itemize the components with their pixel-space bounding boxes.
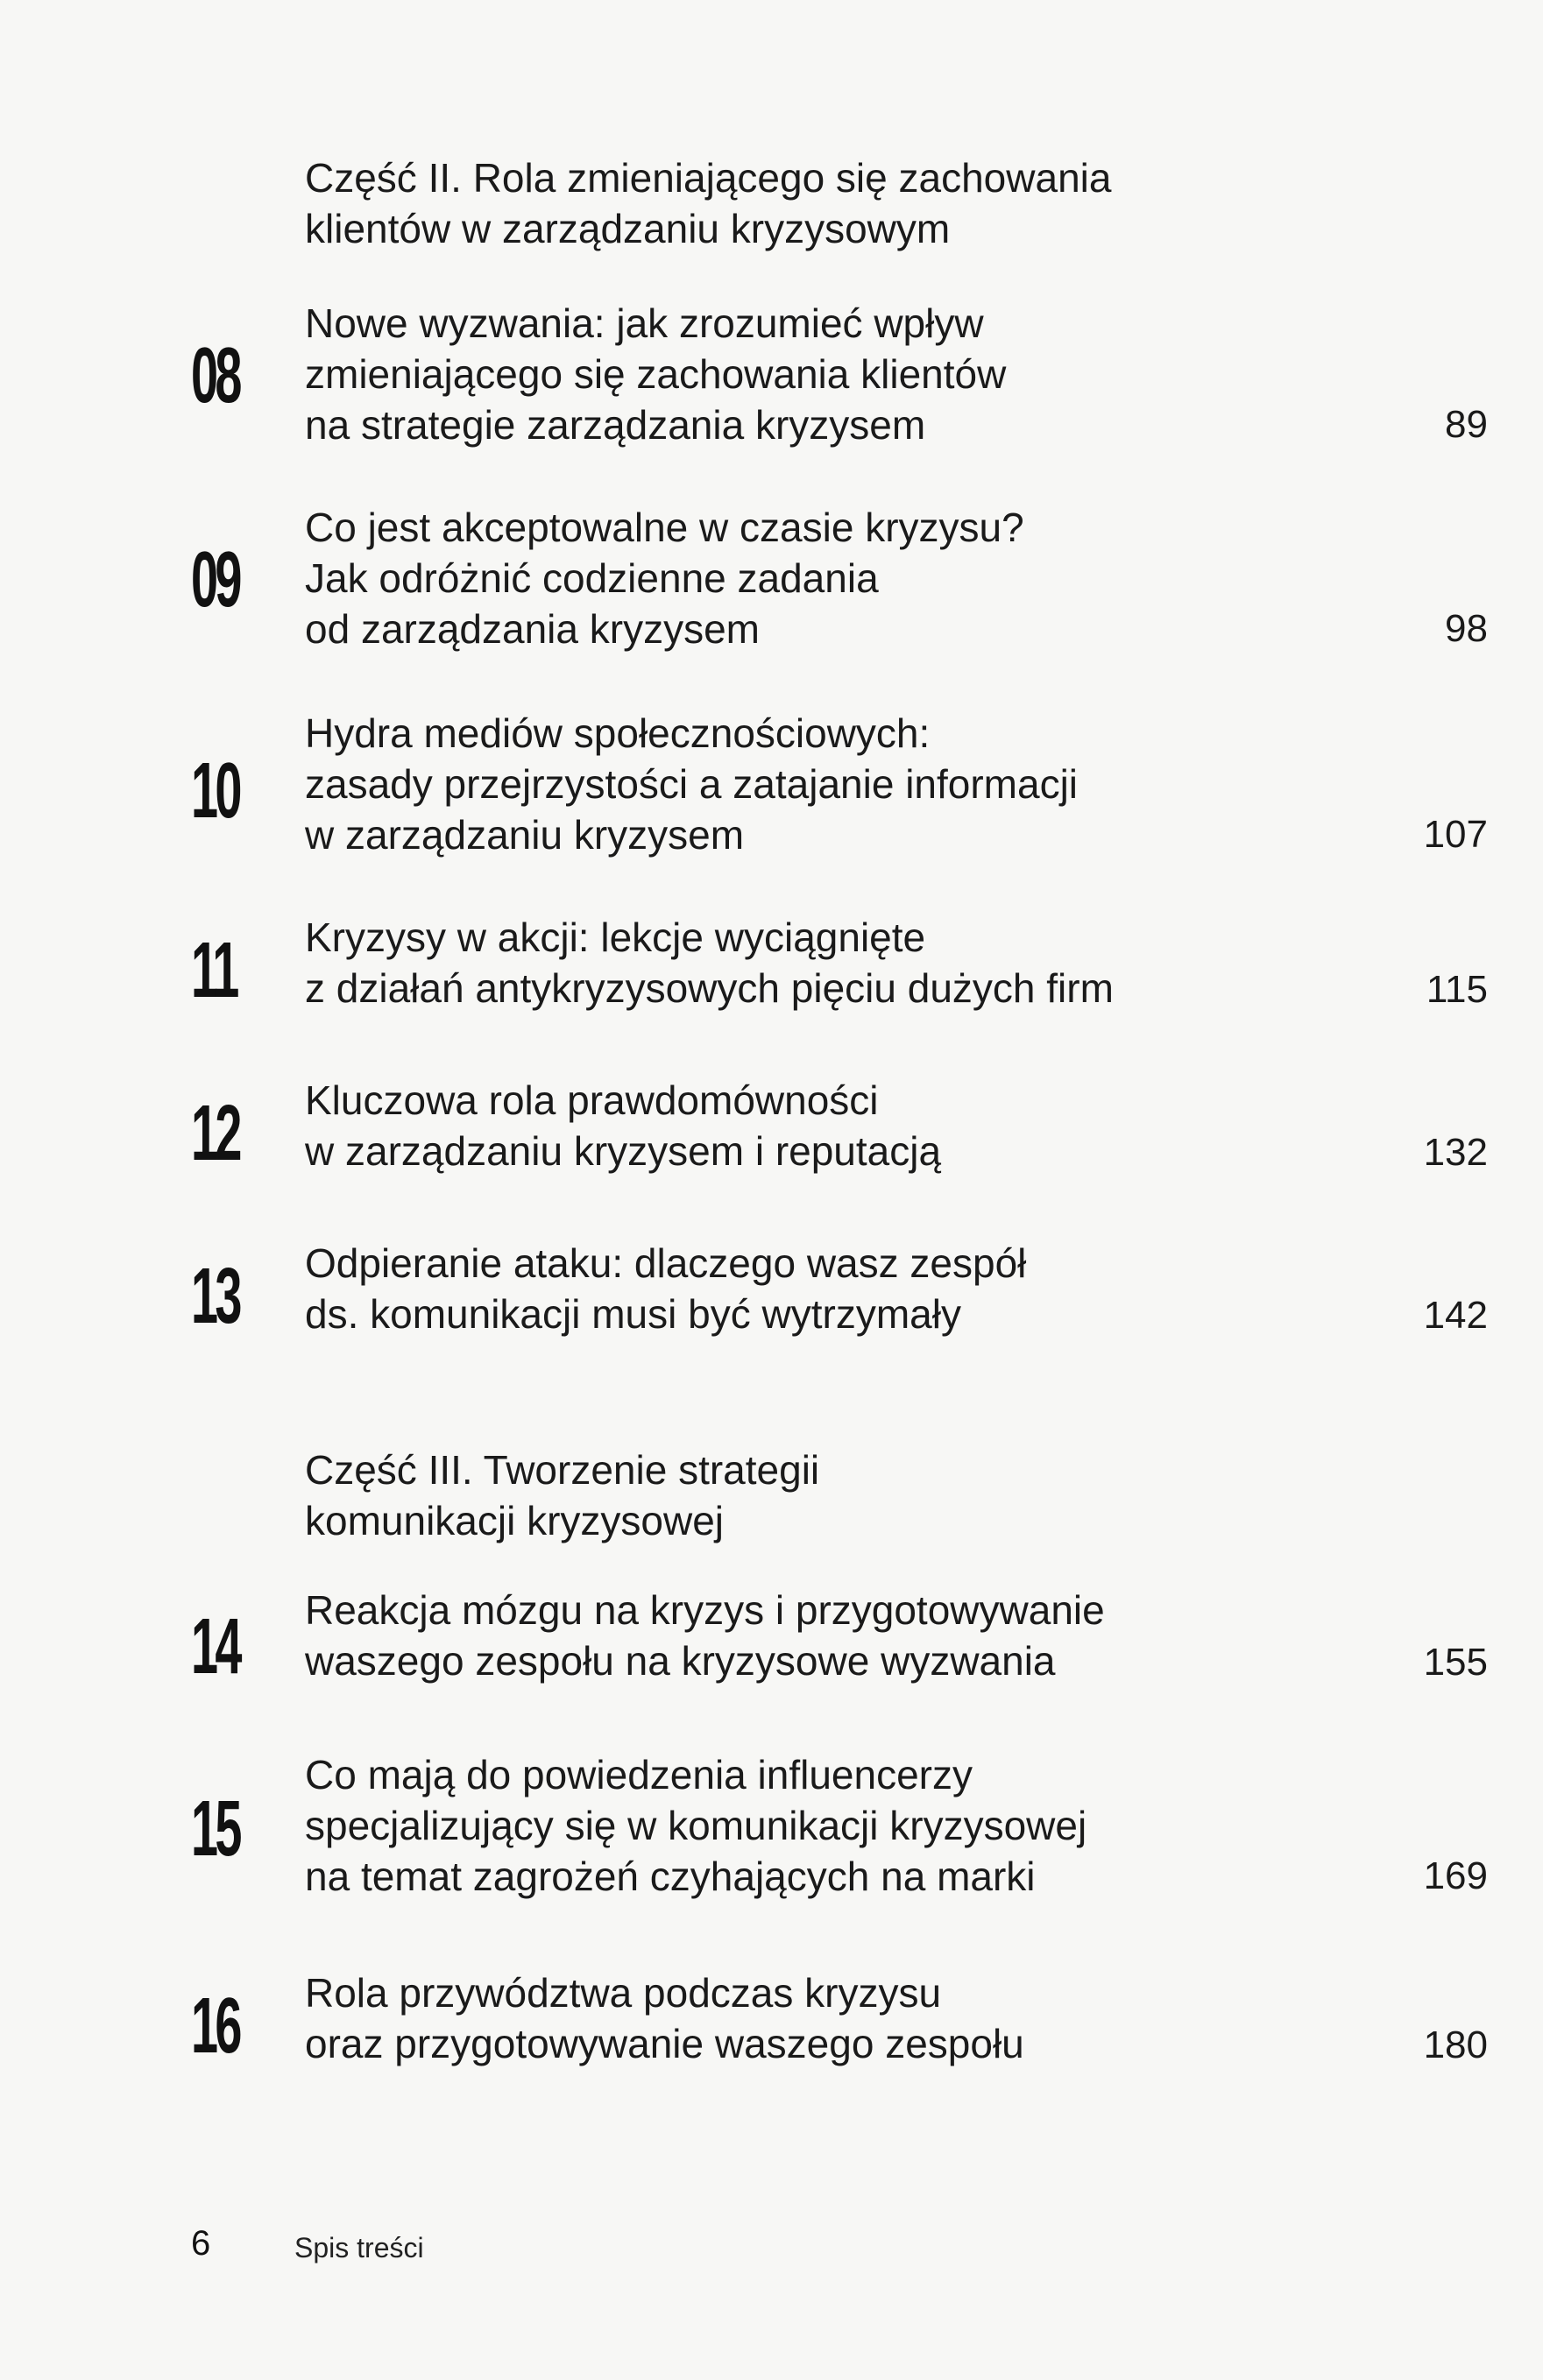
chapter-title: Co mają do powiedzenia influencerzy specjalizujący się w komunikacji kryzysowej na temat zagrożeń czyhających na marki: [305, 1752, 1087, 1899]
chapter-number: 09: [191, 536, 239, 624]
chapter-title: Rola przywództwa podczas kryzysu oraz przygotowywanie waszego zespołu: [305, 1970, 1024, 2066]
chapter-title: Odpieranie ataku: dlaczego wasz zespół ds. komunikacji musi być wytrzymały: [305, 1240, 1027, 1337]
footer-section-label: Spis treści: [294, 2232, 424, 2263]
chapter-page-number: 169: [1423, 1854, 1488, 1897]
chapter-page-number: 107: [1423, 813, 1488, 856]
part-heading-line: komunikacji kryzysowej: [305, 1498, 725, 1543]
chapter-page-number: 155: [1423, 1641, 1488, 1684]
chapter-number: 08: [191, 332, 239, 420]
chapter-title: Kryzysy w akcji: lekcje wyciągnięte z działań antykryzysowych pięciu dużych firm: [305, 915, 1114, 1011]
chapter-title: Kluczowa rola prawdomówności w zarządzaniu kryzysem i reputacją: [305, 1077, 942, 1174]
part-heading-3: [305, 1444, 1269, 1546]
part-heading-line: Część II. Rola zmieniającego się zachowania: [305, 155, 1112, 201]
chapter-number: 11: [191, 927, 237, 1014]
chapter-number: 16: [191, 1982, 239, 2070]
chapter-page-number: 89: [1445, 403, 1488, 446]
chapter-title: Reakcja mózgu na kryzys i przygotowywanie waszego zespołu na kryzysowe wyzwania: [305, 1587, 1105, 1684]
footer-page-number: 6: [191, 2224, 211, 2263]
part-heading-line: Część III. Tworzenie strategii: [305, 1447, 820, 1493]
chapter-title: Hydra mediów społecznościowych: zasady przejrzystości a zatajanie informacji w zarządzaniu kryzysem: [305, 710, 1079, 858]
chapter-number: 12: [191, 1090, 239, 1177]
chapter-page-number: 142: [1423, 1294, 1488, 1337]
chapter-title: Co jest akceptowalne w czasie kryzysu? Jak odróżnić codzienne zadania od zarządzania kryzysem: [305, 505, 1024, 652]
part-heading-2: [305, 152, 1269, 254]
chapter-number: 10: [191, 747, 239, 835]
chapter-page-number: 98: [1445, 607, 1488, 650]
part-heading-line: klientów w zarządzaniu kryzysowym: [305, 206, 951, 251]
chapter-page-number: 115: [1426, 968, 1488, 1011]
chapter-title: Nowe wyzwania: jak zrozumieć wpływ zmieniającego się zachowania klientów na strategie zarządzania kryzysem: [305, 300, 1007, 448]
chapter-page-number: 180: [1423, 2023, 1488, 2066]
chapter-number: 13: [191, 1253, 239, 1340]
chapter-page-number: 132: [1423, 1131, 1488, 1174]
chapter-number: 15: [191, 1785, 239, 1873]
chapter-number: 14: [191, 1603, 239, 1691]
